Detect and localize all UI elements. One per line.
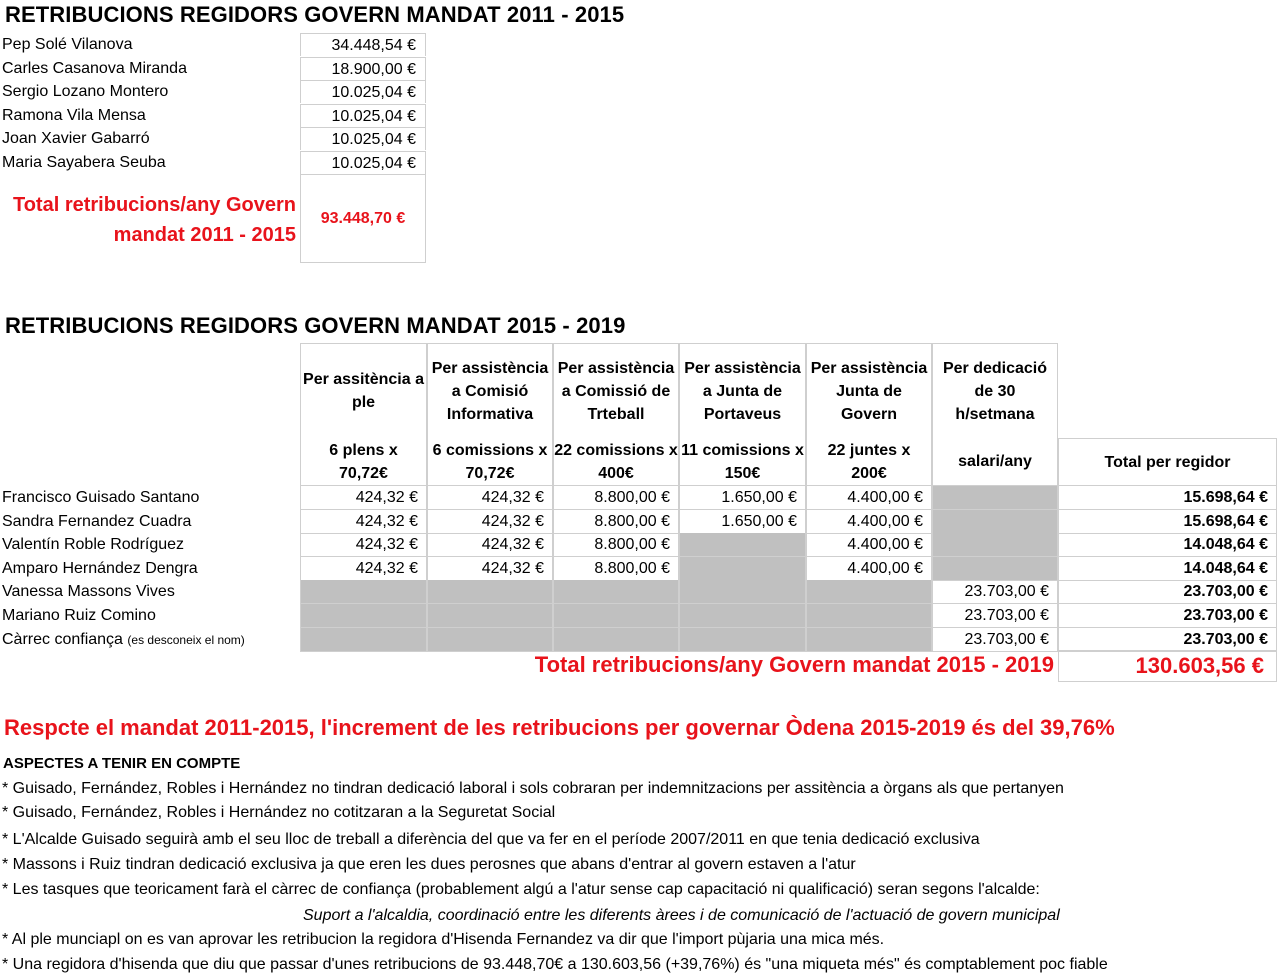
amount-cell: 424,32 € bbox=[300, 533, 427, 557]
amount-cell: 4.400,00 € bbox=[806, 486, 932, 510]
regidor-name bbox=[2, 510, 191, 534]
amount-cell: 4.400,00 € bbox=[806, 533, 932, 557]
amount-cell: 424,32 € bbox=[427, 533, 553, 557]
section1-title: RETRIBUCIONS REGIDORS GOVERN MANDAT 2011 - 2015 bbox=[5, 2, 625, 27]
member-name: Ramona Vila Mensa bbox=[2, 106, 146, 124]
empty-cell bbox=[679, 533, 806, 557]
amount-cell: 4.400,00 € bbox=[806, 557, 932, 581]
column-header bbox=[553, 343, 679, 438]
amount-cell: 15.698,64 € bbox=[1058, 486, 1277, 510]
regidor-name bbox=[2, 604, 156, 628]
column-subheader bbox=[1058, 438, 1277, 486]
aspect-note: * L'Alcalde Guisado seguirà amb el seu lloc de treball a diferència del que va fer en el període 2007/2011 en que tenia dedicació exclusiva bbox=[2, 831, 980, 848]
regidor-name-text: Amparo Hernández Dengra bbox=[2, 559, 198, 577]
regidor-name bbox=[2, 533, 184, 557]
column-subheader bbox=[553, 438, 679, 486]
empty-cell bbox=[553, 580, 679, 604]
column-header-line: Per assitència a bbox=[303, 371, 424, 388]
regidor-name bbox=[2, 580, 175, 604]
amount-cell: 23.703,00 € bbox=[1058, 604, 1277, 628]
regidor-name-text: Francisco Guisado Santano bbox=[2, 489, 200, 506]
amount-cell: 23.703,00 € bbox=[932, 604, 1058, 628]
amount-cell: 23.703,00 € bbox=[932, 580, 1058, 604]
empty-cell bbox=[553, 628, 679, 652]
amount-cell: 8.800,00 € bbox=[553, 557, 679, 581]
empty-cell bbox=[427, 580, 553, 604]
amount-cell: 15.698,64 € bbox=[1058, 510, 1277, 534]
amount-cell: 23.703,00 € bbox=[1058, 628, 1277, 652]
column-header-line: Per assistència bbox=[431, 359, 549, 377]
conclusion-text: Respcte el mandat 2011-2015, l'increment de les retribucions per governar Òdena 2015-2019 és del 39,76% bbox=[4, 715, 1115, 740]
regidor-name-note: (es desconeix el nom) bbox=[127, 632, 245, 647]
column-header bbox=[300, 343, 427, 438]
column-header-line: a Comisió bbox=[451, 382, 529, 400]
column-subheader bbox=[300, 438, 427, 486]
empty-cell bbox=[679, 580, 806, 604]
member-amount: 10.025,04 € bbox=[300, 80, 426, 103]
empty-cell bbox=[679, 628, 806, 652]
column-subheader-text bbox=[681, 439, 804, 485]
column-subheader-line: 400€ bbox=[598, 464, 634, 482]
column-subheader-line: 70,72€ bbox=[465, 464, 515, 482]
aspects-title: ASPECTES A TENIR EN COMPTE bbox=[3, 755, 241, 772]
empty-cell bbox=[932, 486, 1058, 510]
section1-total-label-line2: mandat 2011 - 2015 bbox=[113, 224, 296, 246]
section2-total-label: Total retribucions/any Govern mandat 2015 - 2019 bbox=[534, 652, 1054, 677]
column-header-text bbox=[943, 357, 1047, 426]
column-subheader bbox=[932, 438, 1058, 486]
column-subheader-line: salari/any bbox=[958, 453, 1032, 470]
column-subheader-text bbox=[1105, 451, 1231, 474]
member-name: Sergio Lozano Montero bbox=[2, 83, 169, 100]
amount-cell: 424,32 € bbox=[427, 557, 553, 581]
member-amount: 10.025,04 € bbox=[300, 104, 426, 127]
column-subheader bbox=[427, 438, 553, 486]
section1-total-value: 93.448,70 € bbox=[300, 174, 426, 263]
empty-cell bbox=[679, 557, 806, 581]
column-header-line: de 30 bbox=[974, 382, 1016, 400]
section2-total-value: 130.603,56 € bbox=[1058, 650, 1277, 682]
amount-cell: 23.703,00 € bbox=[1058, 580, 1277, 604]
aspect-note: Suport a l'alcaldia, coordinació entre les diferents àrees i de comunicació de l'actuació de govern municipal bbox=[303, 907, 1060, 924]
empty-cell bbox=[806, 628, 932, 652]
aspect-note: * Una regidora d'hisenda que diu que passar d'unes retribucions de 93.448,70€ a 130.603,56 (+39,76%) és "una miqueta més" és comptablement poc fiable bbox=[2, 956, 1108, 973]
regidor-name-text: Mariano Ruiz Comino bbox=[2, 607, 156, 624]
regidor-name-text: Càrrec confiança bbox=[2, 630, 123, 648]
column-header bbox=[932, 343, 1058, 438]
column-subheader-text bbox=[433, 439, 548, 485]
column-header bbox=[427, 343, 553, 438]
empty-cell bbox=[427, 604, 553, 628]
amount-cell: 424,32 € bbox=[300, 486, 427, 510]
amount-cell: 4.400,00 € bbox=[806, 510, 932, 534]
column-header-line: Per assistència bbox=[810, 359, 928, 377]
column-header-text bbox=[303, 368, 424, 414]
empty-cell bbox=[806, 604, 932, 628]
column-header-text bbox=[811, 357, 928, 426]
member-amount: 10.025,04 € bbox=[300, 151, 426, 174]
member-amount: 10.025,04 € bbox=[300, 127, 426, 150]
column-subheader-line: 6 plens x bbox=[329, 441, 398, 459]
empty-cell bbox=[300, 604, 427, 628]
column-subheader-text bbox=[958, 450, 1032, 473]
column-subheader-line: Total per regidor bbox=[1104, 453, 1231, 471]
empty-cell bbox=[427, 628, 553, 652]
regidor-name-text: Sandra Fernandez Cuadra bbox=[2, 512, 192, 530]
amount-cell: 424,32 € bbox=[427, 486, 553, 510]
column-header-line: a Junta de bbox=[702, 382, 783, 400]
aspect-note: * Al ple munciapl on es van aprovar les retribucion la regidora d'Hisenda Fernandez va dir que l'import pùjaria una mica més. bbox=[2, 931, 885, 948]
amount-cell: 14.048,64 € bbox=[1058, 533, 1277, 557]
amount-cell: 424,32 € bbox=[300, 557, 427, 581]
empty-cell bbox=[932, 510, 1058, 534]
column-header-line: Per assistència bbox=[684, 359, 801, 377]
column-subheader-line: 70,72€ bbox=[339, 464, 388, 482]
member-name: Maria Sayabera Seuba bbox=[2, 153, 166, 171]
empty-cell bbox=[553, 604, 679, 628]
column-header-line: ple bbox=[351, 394, 376, 411]
amount-cell: 8.800,00 € bbox=[553, 510, 679, 534]
column-header-text bbox=[684, 357, 801, 426]
column-subheader-text bbox=[828, 439, 911, 485]
column-header bbox=[806, 343, 932, 438]
aspect-note: * Guisado, Fernández, Robles i Hernández no tindran dedicació laboral i sols cobraran per indemnitzacions per assitència a òrgans als que pertanyen bbox=[2, 780, 1064, 797]
column-subheader-line: 22 juntes x bbox=[827, 441, 911, 459]
member-name: Carles Casanova Miranda bbox=[2, 59, 187, 77]
member-amount: 34.448,54 € bbox=[300, 33, 426, 56]
amount-cell: 14.048,64 € bbox=[1058, 557, 1277, 581]
column-header-line: Portaveus bbox=[703, 405, 782, 423]
member-amount: 18.900,00 € bbox=[300, 57, 426, 80]
column-subheader bbox=[806, 438, 932, 486]
column-subheader-line: 150€ bbox=[724, 464, 761, 482]
amount-cell: 8.800,00 € bbox=[553, 486, 679, 510]
section1-total-label bbox=[0, 190, 296, 250]
regidor-name-text: Vanessa Massons Vives bbox=[2, 583, 175, 601]
column-header-line: Per assistència bbox=[557, 359, 675, 377]
column-header-line: Trteball bbox=[587, 405, 645, 423]
column-subheader-line: 6 comissions x bbox=[432, 441, 548, 459]
column-subheader bbox=[679, 438, 806, 486]
aspect-note: * Les tasques que teoricament farà el càrrec de confiança (probablement algú a l'atur sense cap capacitació ni qualificació) seran segons l'alcalde: bbox=[2, 881, 1040, 898]
member-name: Pep Solé Vilanova bbox=[2, 36, 133, 53]
column-subheader-line: 200€ bbox=[851, 464, 887, 482]
column-subheader-line: 11 comissions x bbox=[681, 441, 804, 459]
empty-cell bbox=[932, 557, 1058, 581]
amount-cell: 8.800,00 € bbox=[553, 533, 679, 557]
aspect-note: * Guisado, Fernández, Robles i Hernández no cotitzaran a la Seguretat Social bbox=[2, 804, 556, 821]
column-header-text bbox=[432, 357, 549, 426]
empty-cell bbox=[932, 533, 1058, 557]
column-header-line: Informativa bbox=[446, 405, 534, 423]
amount-cell: 23.703,00 € bbox=[932, 628, 1058, 652]
column-header-text bbox=[558, 357, 675, 426]
regidor-name-text: Valentín Roble Rodríguez bbox=[2, 536, 185, 554]
empty-cell bbox=[300, 628, 427, 652]
column-header-line: Govern bbox=[840, 405, 897, 423]
empty-cell bbox=[679, 604, 806, 628]
regidor-name bbox=[2, 557, 198, 581]
column-header bbox=[679, 343, 806, 438]
regidor-name bbox=[2, 486, 199, 510]
column-subheader-text bbox=[554, 439, 678, 485]
empty-cell bbox=[300, 580, 427, 604]
regidor-name bbox=[2, 628, 245, 652]
section1-total-label-line1: Total retribucions/any Govern bbox=[12, 194, 296, 216]
aspect-note: * Massons i Ruiz tindran dedicació exclusiva ja que eren les dues perosnes que abans d'entrar al govern estaven a l'atur bbox=[2, 856, 856, 873]
column-subheader-text bbox=[329, 439, 397, 485]
amount-cell: 1.650,00 € bbox=[679, 486, 806, 510]
section2-title: RETRIBUCIONS REGIDORS GOVERN MANDAT 2015 - 2019 bbox=[5, 313, 626, 338]
column-header-line: h/setmana bbox=[955, 405, 1035, 423]
amount-cell: 424,32 € bbox=[427, 510, 553, 534]
column-subheader-line: 22 comissions x bbox=[554, 441, 678, 459]
column-header-line: a Comissió de bbox=[561, 382, 671, 400]
amount-cell: 424,32 € bbox=[300, 510, 427, 534]
empty-cell bbox=[806, 580, 932, 604]
amount-cell: 1.650,00 € bbox=[679, 510, 806, 534]
member-name: Joan Xavier Gabarró bbox=[2, 130, 150, 147]
column-header-line: Junta de bbox=[836, 382, 902, 400]
column-header-line: Per dedicació bbox=[942, 359, 1048, 377]
